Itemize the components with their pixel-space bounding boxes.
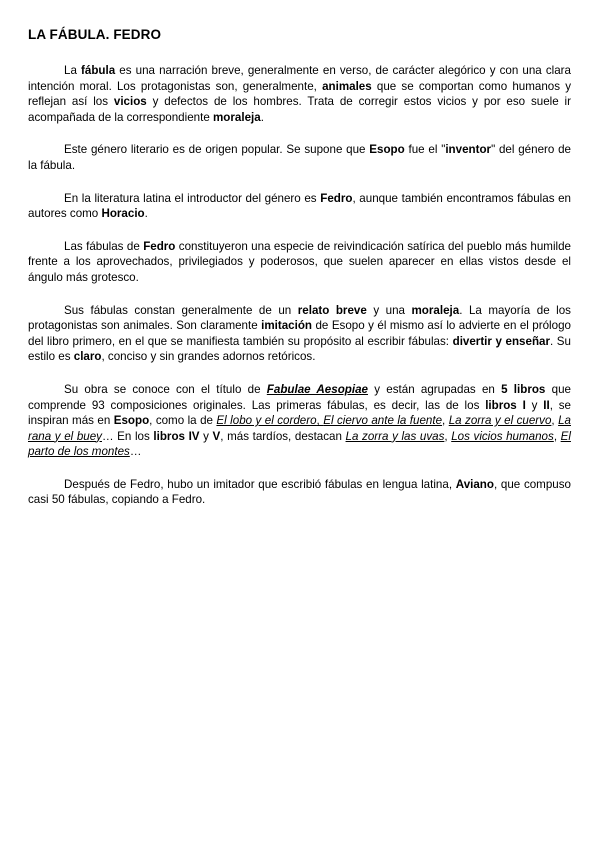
text-run: y están agrupadas en: [367, 382, 502, 396]
text-run: , aunque también encontramos fábulas en autores como: [28, 191, 572, 221]
bold-term: imitación: [261, 319, 313, 333]
separator: ,: [551, 414, 559, 428]
bold-term: moraleja: [411, 303, 460, 317]
bold-term: Fedro: [320, 191, 353, 205]
text-run: … En los: [101, 429, 154, 443]
fable-title: Los vicios humanos: [451, 429, 554, 443]
text-run: . La mayoría de los protagonistas son animales. Son claramente: [28, 303, 571, 333]
text-run: , más tardíos, destacan: [220, 429, 346, 443]
text-run: En la literatura latina el introductor del género es: [64, 191, 321, 205]
paragraph-works: [28, 382, 571, 460]
paragraph-origin: [28, 142, 571, 173]
paragraph-latin-literature: [28, 191, 571, 222]
text-run: que comprende 93 composiciones originales. Las primeras fábulas, es decir, las de los: [28, 382, 571, 412]
fable-title: La rana y el buey: [28, 414, 571, 443]
separator: ,: [442, 414, 449, 428]
text-run: de Esopo y él mismo así lo advierte en el prólogo del libro primero, en el que se manifiesta también su propósito al escribir fábulas:: [28, 319, 571, 348]
bold-term: divertir y enseñar: [452, 334, 550, 348]
text-run: , conciso y sin grandes adornos retóricos.: [101, 350, 316, 364]
work-title: Fabulae Aesopiae: [266, 382, 368, 396]
text-run: .: [260, 110, 264, 124]
bold-term: V: [212, 429, 221, 443]
text-run: , como la de: [149, 414, 217, 428]
text-run: constituyeron una especie de reivindicación satírica del pueblo más humilde frente a los aprovechados, privilegiados y poderosos, que suelen aparecer en ellas vistos desde el ángulo más grotesco.: [28, 239, 571, 284]
paragraph-definition: [28, 63, 571, 125]
text-run: " del género de la fábula.: [28, 143, 571, 172]
text-run: , que compuso casi 50 fábulas, copiando a Fedro.: [28, 477, 571, 507]
separator: ,: [553, 429, 561, 443]
text-run: y una: [366, 303, 412, 317]
fable-title: La zorra y las uvas: [345, 429, 445, 443]
bold-term: relato breve: [297, 303, 367, 317]
page-title: LA FÁBULA. FEDRO: [28, 27, 162, 42]
bold-term: Esopo: [369, 143, 405, 157]
text-run: y: [525, 398, 544, 412]
bold-term: libros I: [485, 398, 526, 412]
text-run: y defectos de los hombres. Trata de corregir estos vicios y por eso suele ir acompañada de la correspondiente: [28, 95, 571, 124]
text-run: La: [64, 64, 82, 77]
fable-title: La zorra y el cuervo: [448, 414, 552, 428]
bold-term: libros IV: [153, 429, 200, 443]
bold-term: claro: [73, 350, 102, 364]
text-run: y: [199, 429, 213, 443]
text-run: …: [129, 445, 142, 459]
fable-title: El lobo y el cordero: [216, 414, 317, 428]
bold-term: animales: [322, 79, 372, 93]
text-run: Este género literario es de origen popular. Se supone que: [64, 143, 370, 157]
text-run: Sus fábulas constan generalmente de un: [64, 303, 298, 317]
bold-term: moraleja: [213, 110, 261, 124]
bold-term: inventor: [445, 143, 492, 157]
bold-term: vicios: [113, 95, 147, 109]
paragraph-aviano: [28, 477, 571, 508]
fable-title: El ciervo ante la fuente: [323, 414, 443, 428]
bold-term: II: [543, 398, 550, 412]
text-run: es una narración breve, generalmente en verso, de carácter alegórico y con una clara intención moral. Los protagonistas son, generalmente,: [28, 64, 571, 93]
text-run: fue el ": [404, 143, 446, 157]
bold-term: Aviano: [455, 477, 494, 491]
text-run: Después de Fedro, hubo un imitador que escribió fábulas en lengua latina,: [64, 477, 456, 491]
text-run: . Su estilo es: [28, 334, 571, 364]
bold-term: fábula: [81, 64, 116, 77]
text-run: , se inspiran más en: [28, 398, 572, 428]
paragraph-satire: [28, 239, 571, 286]
separator: ,: [316, 414, 324, 428]
text-run: Su obra se conoce con el título de: [64, 382, 267, 396]
fable-title: El parto de los montes: [28, 429, 571, 459]
paragraph-structure: [28, 303, 571, 365]
bold-term: 5 libros: [501, 382, 546, 396]
bold-term: Esopo: [113, 414, 150, 428]
separator: ,: [444, 429, 452, 443]
document-page: [28, 27, 571, 525]
text-run: .: [144, 207, 148, 221]
bold-term: Horacio: [101, 207, 145, 221]
bold-term: Fedro: [143, 239, 176, 253]
text-run: Las fábulas de: [64, 239, 144, 253]
text-run: que se comportan como humanos y reflejan así los: [28, 79, 571, 109]
